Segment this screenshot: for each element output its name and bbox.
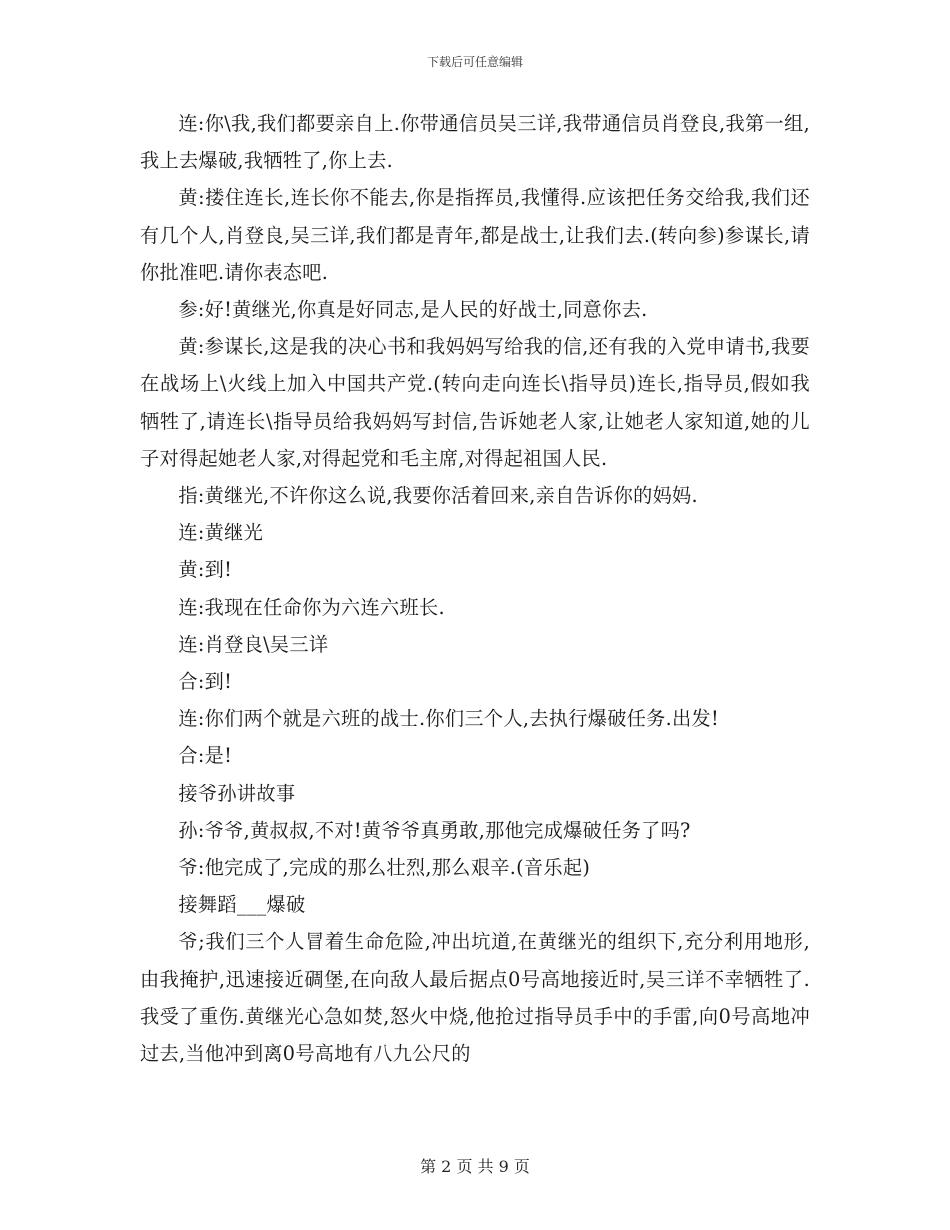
- paragraph: 黄:参谋长,这是我的决心书和我妈妈写给我的信,还有我的入党申请书,我要在战场上\火线上加入中国共产党.(转向走向连长\指导员)连长,指导员,假如我牺牲了,请连长\指导员给我妈妈写封信,告诉她老人家,让她老人家知道,她的儿子对得起她老人家,对得起党和毛主席,对得起祖国人民.: [140, 335, 810, 470]
- page-footer: 第 2 页 共 9 页: [420, 1157, 530, 1176]
- paragraph: 连:我现在任命你为六连六班长.: [178, 595, 445, 619]
- paragraph: 连:你\我,我们都要亲自上.你带通信员吴三详,我带通信员肖登良,我第一组,我上去爆破,我牺牲了,你上去.: [140, 112, 810, 173]
- paragraph: 接舞蹈___爆破: [178, 893, 306, 917]
- paragraph: 孙:爷爷,黄叔叔,不对!黄爷爷真勇敢,那他完成爆破任务了吗?: [178, 818, 691, 842]
- paragraph: 连:肖登良\吴三详: [178, 632, 329, 656]
- paragraph: 黄:搂住连长,连长你不能去,你是指挥员,我懂得.应该把任务交给我,我们还有几个人,肖登良,吴三详,我们都是青年,都是战士,让我们去.(转向参)参谋长,请你批准吧.请你表态吧.: [140, 186, 810, 284]
- paragraph: 爷;我们三个人冒着生命危险,冲出坑道,在黄继光的组织下,充分利用地形,由我掩护,迅速接近碉堡,在向敌人最后据点0号高地接近时,吴三详不幸牺牲了.我受了重伤.黄继光心急如焚,怒火中烧,他抢过指导员手中的手雷,向0号高地冲过去,当他冲到离0号高地有八九公尺的: [140, 930, 810, 1066]
- paragraph: 参:好!黄继光,你真是好同志,是人民的好战士,同意你去.: [178, 298, 648, 322]
- paragraph: 连:黄继光: [178, 521, 264, 545]
- paragraph: 爷:他完成了,完成的那么壮烈,那么艰辛.(音乐起): [178, 856, 591, 880]
- paragraph: 连:你们两个就是六班的战士.你们三个人,去执行爆破任务.出发!: [178, 707, 720, 731]
- paragraph: 指:黄继光,不许你这么说,我要你活着回来,亲自告诉你的妈妈.: [178, 484, 698, 508]
- paragraph: 合:是!: [178, 744, 233, 768]
- paragraph: 黄:到!: [178, 558, 233, 582]
- page-header: 下载后可任意编辑: [426, 55, 523, 69]
- paragraph: 合:到!: [178, 670, 233, 694]
- paragraph: 接爷孙讲故事: [178, 781, 296, 805]
- document-body: [140, 105, 810, 1072]
